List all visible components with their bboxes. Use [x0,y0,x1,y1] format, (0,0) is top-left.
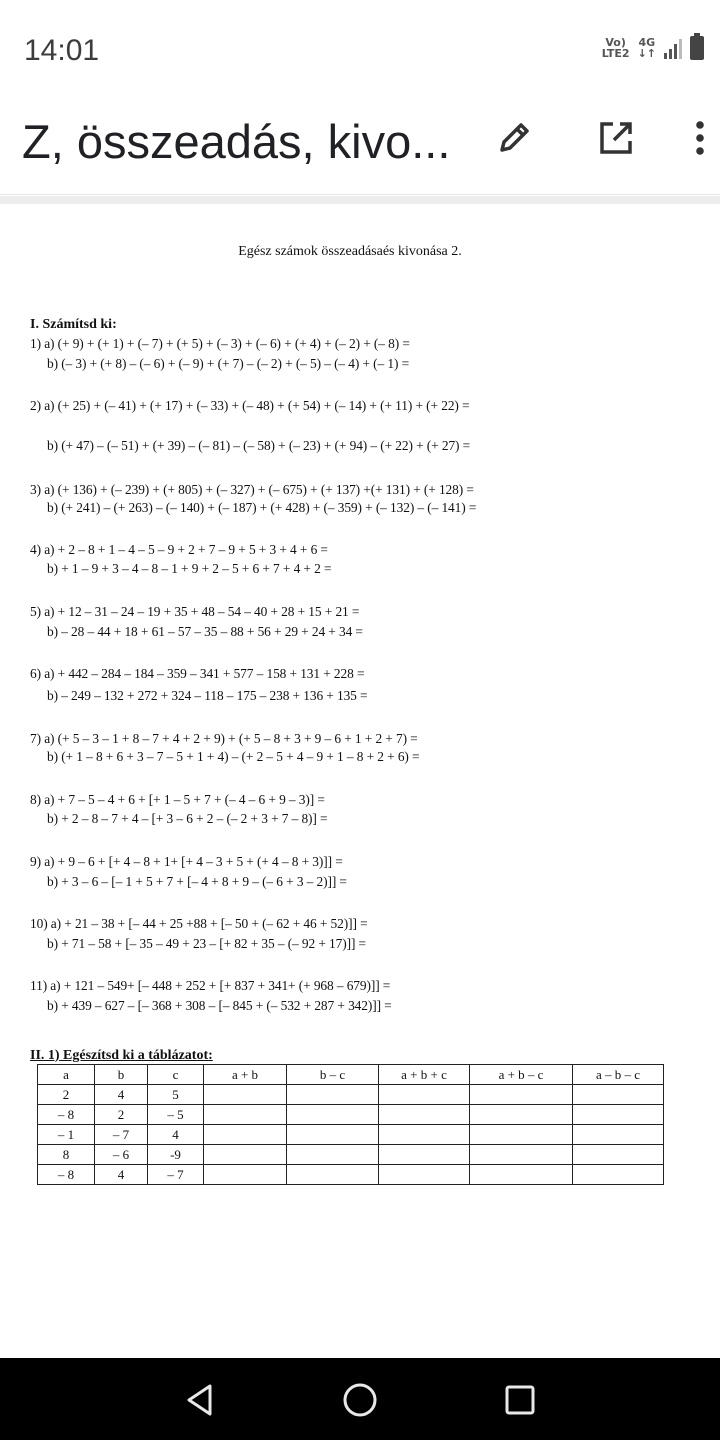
table-cell [470,1165,573,1185]
app-bar [0,100,720,195]
status-icons [602,36,704,60]
exercise-line: 10) a) + 21 – 38 + [– 44 + 25 +88 + [– 50 + (– 62 + 46 + 52)]] = [30,916,368,931]
exercise-line: b) + 3 – 6 – [– 1 + 5 + 7 + [– 4 + 8 + 9 – (– 6 + 3 – 2)]] = [47,874,347,889]
open-external-button[interactable] [592,114,640,162]
home-circle-icon [342,1382,378,1418]
table-cell [379,1125,470,1145]
table-cell: – 8 [38,1165,95,1185]
home-button[interactable] [338,1378,382,1422]
signal-icon [664,37,682,59]
table-cell [573,1165,664,1185]
table-header: b – c [287,1065,379,1085]
table-header: a – b – c [573,1065,664,1085]
table-cell [287,1145,379,1165]
table-cell [204,1105,287,1125]
document-title: Z, összeadás, kivo... [22,115,451,168]
table-cell: 2 [95,1105,148,1125]
table-cell: 5 [148,1085,204,1105]
table-row [38,1085,664,1105]
exercise-line: 7) a) (+ 5 – 3 – 1 + 8 – 7 + 4 + 2 + 9) + (+ 5 – 8 + 3 + 9 – 6 + 1 + 2 + 7) = [30,731,418,746]
exercise-line: b) – 28 – 44 + 18 + 61 – 57 – 35 – 88 + 56 + 29 + 24 + 34 = [47,624,363,639]
table-cell [287,1085,379,1105]
exercise-line: b) (+ 241) – (+ 263) – (– 140) + (– 187) + (+ 428) + (– 359) + (– 132) – (– 141) = [47,500,477,515]
table-cell: – 8 [38,1105,95,1125]
table-row [38,1145,664,1165]
table-cell: 4 [148,1125,204,1145]
table-cell [573,1105,664,1125]
table-row [38,1125,664,1145]
network-type: 4G ↓↑ [637,36,656,60]
table-cell [470,1085,573,1105]
table-cell [287,1165,379,1185]
navigation-bar [0,1358,720,1440]
table-row [38,1165,664,1185]
table-cell [287,1125,379,1145]
table-cell [379,1085,470,1105]
table-header: a + b [204,1065,287,1085]
status-bar [0,0,720,100]
more-vert-icon [694,118,706,158]
exercise-line: 1) a) (+ 9) + (+ 1) + (– 7) + (+ 5) + (– 3) + (– 6) + (+ 4) + (– 2) + (– 8) = [30,336,410,351]
table-cell [573,1145,664,1165]
table-cell: – 5 [148,1105,204,1125]
table-cell [573,1085,664,1105]
section1-heading: I. Számítsd ki: [30,317,117,332]
exercise-line: 4) a) + 2 – 8 + 1 – 4 – 5 – 9 + 2 + 7 – 9 + 5 + 3 + 4 + 6 = [30,542,328,557]
open-external-icon [596,118,636,158]
table-cell [287,1105,379,1125]
table-cell: -9 [148,1145,204,1165]
table-cell [204,1165,287,1185]
exercise-line: b) (– 3) + (+ 8) – (– 6) + (– 9) + (+ 7) – (– 2) + (– 5) – (– 4) + (– 1) = [47,356,410,371]
table-cell [379,1145,470,1165]
battery-icon [690,36,704,60]
document-page [0,204,720,1440]
exercise-line: 8) a) + 7 – 5 – 4 + 6 + [+ 1 – 5 + 7 + (– 4 – 6 + 9 – 3)] = [30,792,325,807]
pencil-icon [494,118,534,158]
table-cell: 4 [95,1085,148,1105]
status-time: 14:01 [24,34,100,67]
worksheet-title: Egész számok összeadásaés kivonása 2. [238,244,462,259]
table-header: b [95,1065,148,1085]
document-viewer[interactable] [0,196,720,1359]
table-cell [470,1125,573,1145]
back-button[interactable] [178,1378,222,1422]
table-row [38,1105,664,1125]
table-cell [470,1145,573,1165]
section2-heading: II. 1) Egészítsd ki a táblázatot: [30,1048,213,1063]
back-triangle-icon [184,1383,216,1417]
table-cell [379,1105,470,1125]
exercise-line: 11) a) + 121 – 549+ [– 448 + 252 + [+ 837 + 341+ (+ 968 – 679)]] = [30,978,391,993]
table-header: c [148,1065,204,1085]
recents-square-icon [504,1384,536,1416]
exercise-line: 2) a) (+ 25) + (– 41) + (+ 17) + (– 33) + (– 48) + (+ 54) + (– 14) + (+ 11) + (+ 22) = [30,398,470,413]
edit-button[interactable] [490,114,538,162]
exercise-line: b) – 249 – 132 + 272 + 324 – 118 – 175 – 238 + 136 + 135 = [47,688,368,703]
exercise-line: 5) a) + 12 – 31 – 24 – 19 + 35 + 48 – 54 – 40 + 28 + 15 + 21 = [30,604,360,619]
network-indicator: Vo) LTE2 [601,36,630,60]
exercise-line: b) (+ 1 – 8 + 6 + 3 – 7 – 5 + 1 + 4) – (+ 2 – 5 + 4 – 9 + 1 – 8 + 2 + 6) = [47,749,420,764]
table-cell: 8 [38,1145,95,1165]
table-header: a + b – c [470,1065,573,1085]
table-cell [204,1085,287,1105]
table-cell: 4 [95,1165,148,1185]
exercise-line: b) + 1 – 9 + 3 – 4 – 8 – 1 + 9 + 2 – 5 + 6 + 7 + 4 + 2 = [47,561,332,576]
table-cell [573,1125,664,1145]
exercise-line: b) + 71 – 58 + [– 35 – 49 + 23 – [+ 82 + 35 – (– 92 + 17)]] = [47,936,367,951]
table-cell [379,1165,470,1185]
table-cell: – 1 [38,1125,95,1145]
exercise-line: b) + 439 – 627 – [– 368 + 308 – [– 845 + (– 532 + 287 + 342)]] = [47,998,392,1013]
more-options-button[interactable] [680,114,720,162]
exercise-line: 3) a) (+ 136) + (– 239) + (+ 805) + (– 327) + (– 675) + (+ 137) +(+ 131) + (+ 128) = [30,482,474,497]
table-cell [204,1145,287,1165]
table-cell [204,1125,287,1145]
exercise-line: b) + 2 – 8 – 7 + 4 – [+ 3 – 6 + 2 – (– 2 + 3 + 7 – 8)] = [47,811,328,826]
table-cell: – 7 [95,1125,148,1145]
exercise-line: 9) a) + 9 – 6 + [+ 4 – 8 + 1+ [+ 4 – 3 + 5 + (+ 4 – 8 + 3)]] = [30,854,343,869]
table-cell: – 6 [95,1145,148,1165]
exercise-line: b) (+ 47) – (– 51) + (+ 39) – (– 81) – (– 58) + (– 23) + (+ 94) – (+ 22) + (+ 27) = [47,438,471,453]
fill-in-table [37,1064,664,1185]
table-cell [470,1105,573,1125]
table-cell: 2 [38,1085,95,1105]
table-cell: – 7 [148,1165,204,1185]
table-header-row [38,1065,664,1085]
exercise-line: 6) a) + 442 – 284 – 184 – 359 – 341 + 577 – 158 + 131 + 228 = [30,666,365,681]
recents-button[interactable] [498,1378,542,1422]
table-header: a [38,1065,95,1085]
table-header: a + b + c [379,1065,470,1085]
